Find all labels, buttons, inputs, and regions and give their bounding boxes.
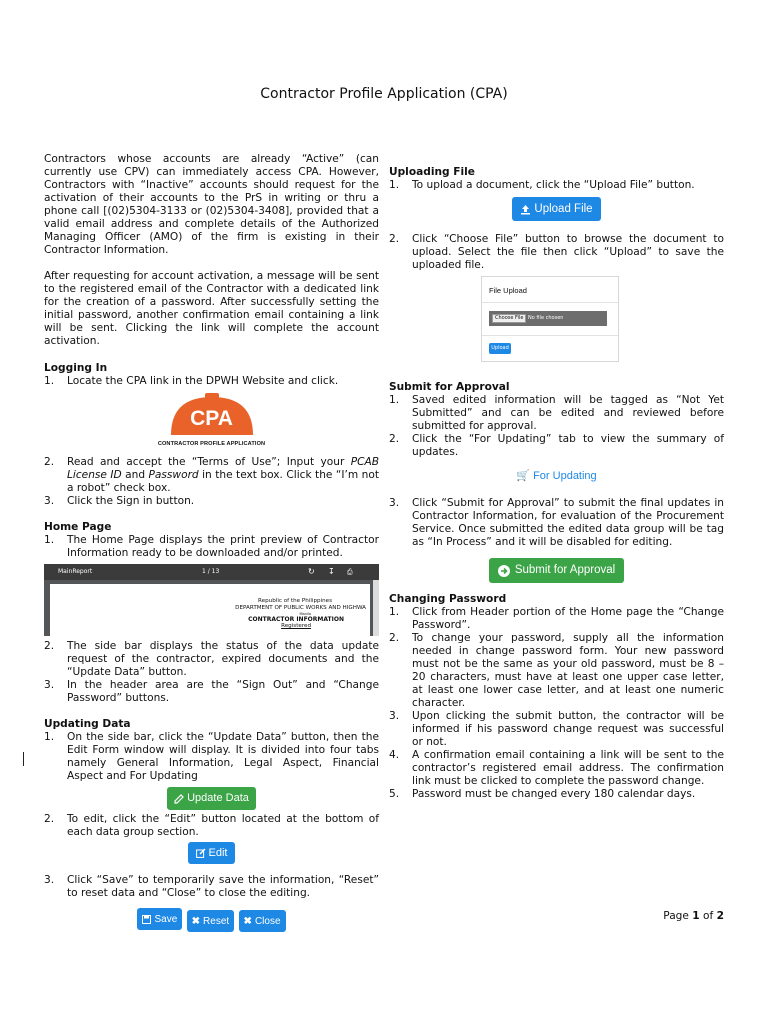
uploading-file-steps bbox=[389, 179, 724, 192]
submit-approval-steps-cont bbox=[389, 497, 724, 549]
upload-icon bbox=[520, 204, 531, 215]
right-column bbox=[389, 166, 724, 801]
edit-icon bbox=[174, 794, 184, 804]
list-item: 1. Click from Header portion of the Home page the “Change Password”. bbox=[389, 606, 724, 631]
list-item: 3. In the header area are the “Sign Out” and “Change Password” buttons. bbox=[44, 679, 379, 704]
save-button[interactable]: Save bbox=[137, 908, 182, 930]
home-page-steps-cont bbox=[44, 640, 379, 705]
report-preview-pages: 1 / 13 bbox=[202, 568, 220, 575]
times-icon: ✖ bbox=[191, 915, 201, 927]
logging-in-steps-cont bbox=[44, 456, 379, 508]
edit-button[interactable]: Edit bbox=[188, 842, 236, 864]
list-item: 4. A confirmation email containing a link will be sent to the contractor’s registered email address. The confirmation link must be clicked to complete the password change. bbox=[389, 749, 724, 787]
upload-file-button[interactable]: Upload File bbox=[512, 197, 600, 221]
file-upload-dialog bbox=[481, 276, 619, 362]
report-preview-toolbar bbox=[44, 564, 379, 580]
reset-button[interactable]: ✖ Reset bbox=[187, 910, 235, 932]
report-scrollbar[interactable] bbox=[373, 580, 379, 636]
cpa-logo bbox=[44, 391, 379, 451]
no-file-text: No file chosen bbox=[528, 315, 564, 321]
uploading-file-heading: Uploading File bbox=[389, 166, 475, 178]
changing-password-heading: Changing Password bbox=[389, 593, 507, 605]
list-item: 1. On the side bar, click the “Update Data” button, then the Edit Form window will display. It is divided into four tabs namely General Information, Legal Aspect, Financial Aspect and For Updating bbox=[44, 731, 379, 782]
updating-data-steps-cont bbox=[44, 813, 379, 839]
rotate-icon[interactable]: ↻ bbox=[308, 567, 315, 576]
file-upload-title: File Upload bbox=[489, 286, 527, 295]
list-item: 3. Upon clicking the submit button, the contractor will be informed if his password change request was successful or not. bbox=[389, 710, 724, 748]
list-item: 3. Click “Submit for Approval” to submit the final updates in Contractor Information, for evaluation of the Procurement Service. Once submitted the edited data group will be tag as “In Process” and it will be disabled for editing. bbox=[389, 497, 724, 548]
list-item: 1. Locate the CPA link in the DPWH Website and click. bbox=[44, 375, 339, 387]
tab-for-updating[interactable]: 🛒 For Updating bbox=[516, 470, 597, 482]
updating-data-steps bbox=[44, 731, 379, 783]
left-column bbox=[44, 153, 379, 932]
edit-icon bbox=[196, 848, 206, 858]
arrow-circle-right-icon bbox=[498, 565, 510, 577]
list-item: 2. Click “Choose File” button to browse the document to upload. Select the file then click “Upload” to save the uploaded file. bbox=[389, 233, 724, 271]
document-title: Contractor Profile Application (CPA) bbox=[260, 86, 508, 102]
file-input[interactable] bbox=[489, 311, 607, 326]
times-icon: ✖ bbox=[243, 915, 252, 927]
list-item: 2. Read and accept the “Terms of Use”; Input your PCAB License ID and Password in the text box. Click the “I’m not a robot” check box. bbox=[44, 456, 379, 494]
download-icon[interactable]: ↧ bbox=[328, 567, 335, 576]
updating-data-steps-cont2 bbox=[44, 874, 379, 900]
page-number: Page 1 of 2 bbox=[663, 910, 724, 922]
list-item: 1. To upload a document, click the “Upload File” button. bbox=[389, 179, 695, 191]
report-preview bbox=[44, 564, 379, 636]
list-item: 1. The Home Page displays the print preview of Contractor Information ready to be downloaded and/or printed. bbox=[44, 534, 379, 559]
close-button[interactable]: ✖ Close bbox=[239, 910, 286, 932]
list-item: 2. To edit, click the “Edit” button located at the bottom of each data group section. bbox=[44, 813, 379, 838]
submit-approval-steps bbox=[389, 394, 724, 459]
update-data-button[interactable]: Update Data bbox=[167, 787, 256, 810]
report-preview-name: MainReport bbox=[58, 568, 93, 575]
list-item: 1. Saved edited information will be tagged as “Not Yet Submitted” and can be edited and reviewed before submitted for approval. bbox=[389, 394, 724, 432]
list-item: 2. To change your password, supply all the information needed in change password form. Your new password must not be the same as your old password, must be 8 – 20 characters, must have at least one upper case letter, at least one lower case letter, and at least one numeric character. bbox=[389, 632, 724, 709]
cpa-logo-caption: CONTRACTOR PROFILE APPLICATION bbox=[157, 441, 266, 447]
list-item: 5. Password must be changed every 180 calendar days. bbox=[389, 788, 696, 800]
intro-paragraph-1: Contractors whose accounts are already “Active” (can currently use CPV) can immediately access CPA. However, Contractors with “Inactive” accounts should request for the activation of their accounts to the PrS in writing or thru a phone call [(02)5304-3133 or (02)5304-3408], provided that a valid email address and complete details of the Authorized Managing Officer (AMO) of the firm is existing in their Contractor Information. bbox=[44, 153, 379, 256]
upload-small-button[interactable]: Upload bbox=[489, 343, 511, 354]
changing-password-steps bbox=[389, 606, 724, 801]
submit-approval-heading: Submit for Approval bbox=[389, 381, 510, 393]
home-page-heading: Home Page bbox=[44, 521, 112, 533]
logging-in-heading: Logging In bbox=[44, 362, 108, 374]
intro-paragraph-2: After requesting for account activation, a message will be sent to the registered email of the Contractor with a dedicated link for the creation of a password. After successfully setting the initial password, another confirmation email containing a link will be sent. Clicking the link will complete the account activation. bbox=[44, 270, 379, 347]
report-preview-page bbox=[50, 584, 370, 636]
print-icon[interactable]: ⎙ bbox=[347, 568, 353, 576]
report-line-5: Registered bbox=[281, 623, 311, 629]
text-cursor bbox=[23, 752, 24, 766]
report-line-1: Republic of the Philippines bbox=[258, 598, 332, 604]
list-item: 2. Click the “For Updating” tab to view the summary of updates. bbox=[389, 433, 724, 458]
updating-data-heading: Updating Data bbox=[44, 718, 131, 730]
submit-for-approval-button[interactable]: Submit for Approval bbox=[489, 558, 624, 583]
list-item: 3. Click “Save” to temporarily save the information, “Reset” to reset data and “Close” to close the editing. bbox=[44, 874, 379, 899]
cart-icon: 🛒 bbox=[516, 470, 531, 482]
uploading-file-steps-cont bbox=[389, 233, 724, 272]
save-icon bbox=[142, 915, 151, 924]
cpa-logo-text: CPA bbox=[190, 407, 233, 430]
list-item: 3. Click the Sign in button. bbox=[44, 495, 195, 507]
choose-file-button[interactable]: Choose File bbox=[492, 314, 526, 323]
report-line-2: DEPARTMENT OF PUBLIC WORKS AND HIGHWA bbox=[235, 605, 366, 611]
report-line-3: Manila bbox=[299, 612, 311, 616]
home-page-steps bbox=[44, 534, 379, 560]
logging-in-steps bbox=[44, 375, 379, 388]
list-item: 2. The side bar displays the status of the data update request of the contractor, expired documents and the “Update Data” button. bbox=[44, 640, 379, 678]
report-line-4: CONTRACTOR INFORMATION bbox=[248, 616, 344, 623]
